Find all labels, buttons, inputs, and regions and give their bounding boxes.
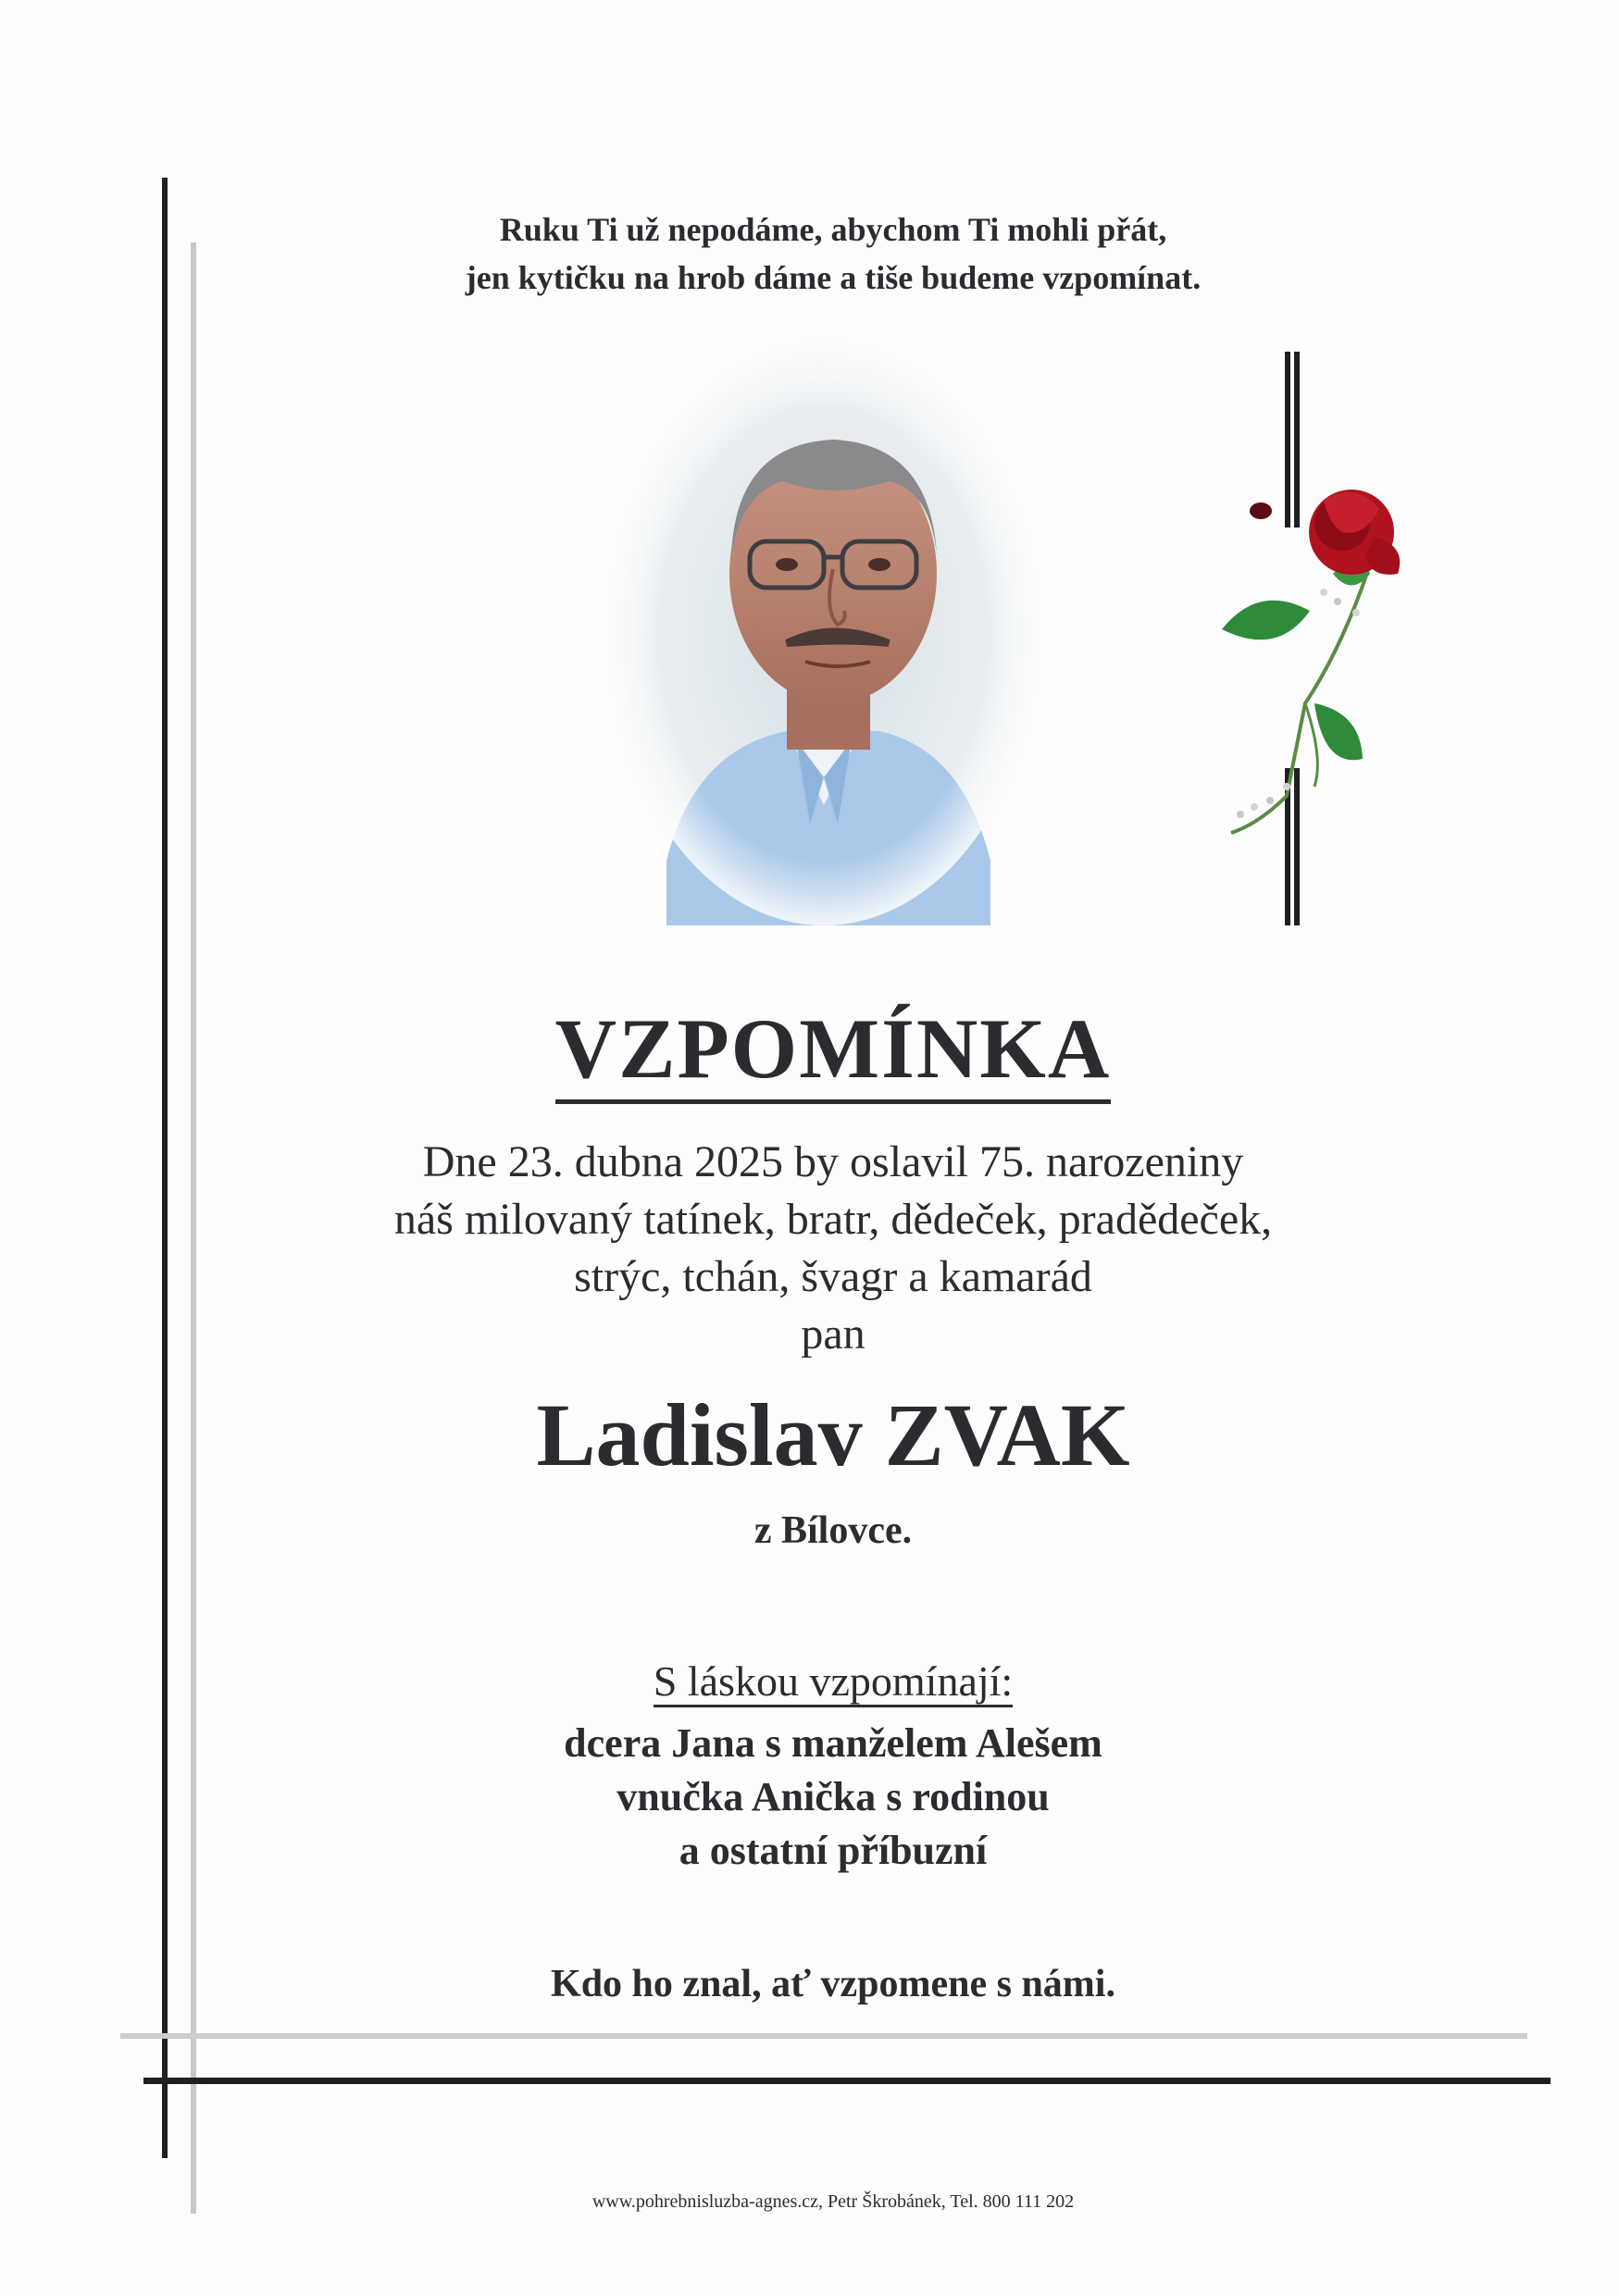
mourners-list [278, 1717, 1389, 1878]
announcement-line-2: náš milovaný tatínek, bratr, dědeček, pradědeček, [393, 1195, 1273, 1244]
frame-line-vertical-light [191, 242, 196, 2214]
announcement [231, 1134, 1435, 1363]
announcement-line-1: Dne 23. dubna 2025 by oslavil 75. narozeniny [422, 1137, 1244, 1186]
mourner-item: a ostatní příbuzní [679, 1828, 988, 1873]
portrait-photo [611, 342, 1037, 925]
mourner-item: vnučka Anička s rodinou [616, 1774, 1050, 1819]
footer-contact: www.pohrebnisluzba-agnes.cz, Petr Škrobánek, Tel. 800 111 202 [592, 2191, 1075, 2212]
verse-line-2: jen kytičku na hrob dáme a tiše budeme vzpomínat. [465, 259, 1202, 296]
closing-line: Kdo ho znal, ať vzpomene s námi. [551, 1963, 1115, 2005]
mourners-heading-text: S láskou vzpomínají: [654, 1657, 1013, 1707]
mourner-item: dcera Jana s manželem Alešem [564, 1720, 1102, 1766]
announcement-line-3: strýc, tchán, švagr a kamarád [574, 1252, 1092, 1301]
frame-line-horizontal-light [120, 2033, 1527, 2039]
verse-line-1: Ruku Ti už nepodáme, abychom Ti mohli přát, [499, 211, 1167, 248]
deceased-name: Ladislav ZVAK [536, 1385, 1130, 1484]
verse [278, 205, 1389, 302]
origin: z Bílovce. [753, 1509, 913, 1552]
announcement-line-4: pan [801, 1309, 866, 1359]
frame-line-vertical-dark [162, 178, 168, 2158]
rose-cross-icon [1203, 352, 1463, 925]
mourners-heading [370, 1657, 1296, 1706]
page-title [370, 999, 1296, 1098]
page-title-text: VZPOMÍNKA [555, 1001, 1112, 1104]
frame-line-horizontal-dark [143, 2078, 1551, 2084]
